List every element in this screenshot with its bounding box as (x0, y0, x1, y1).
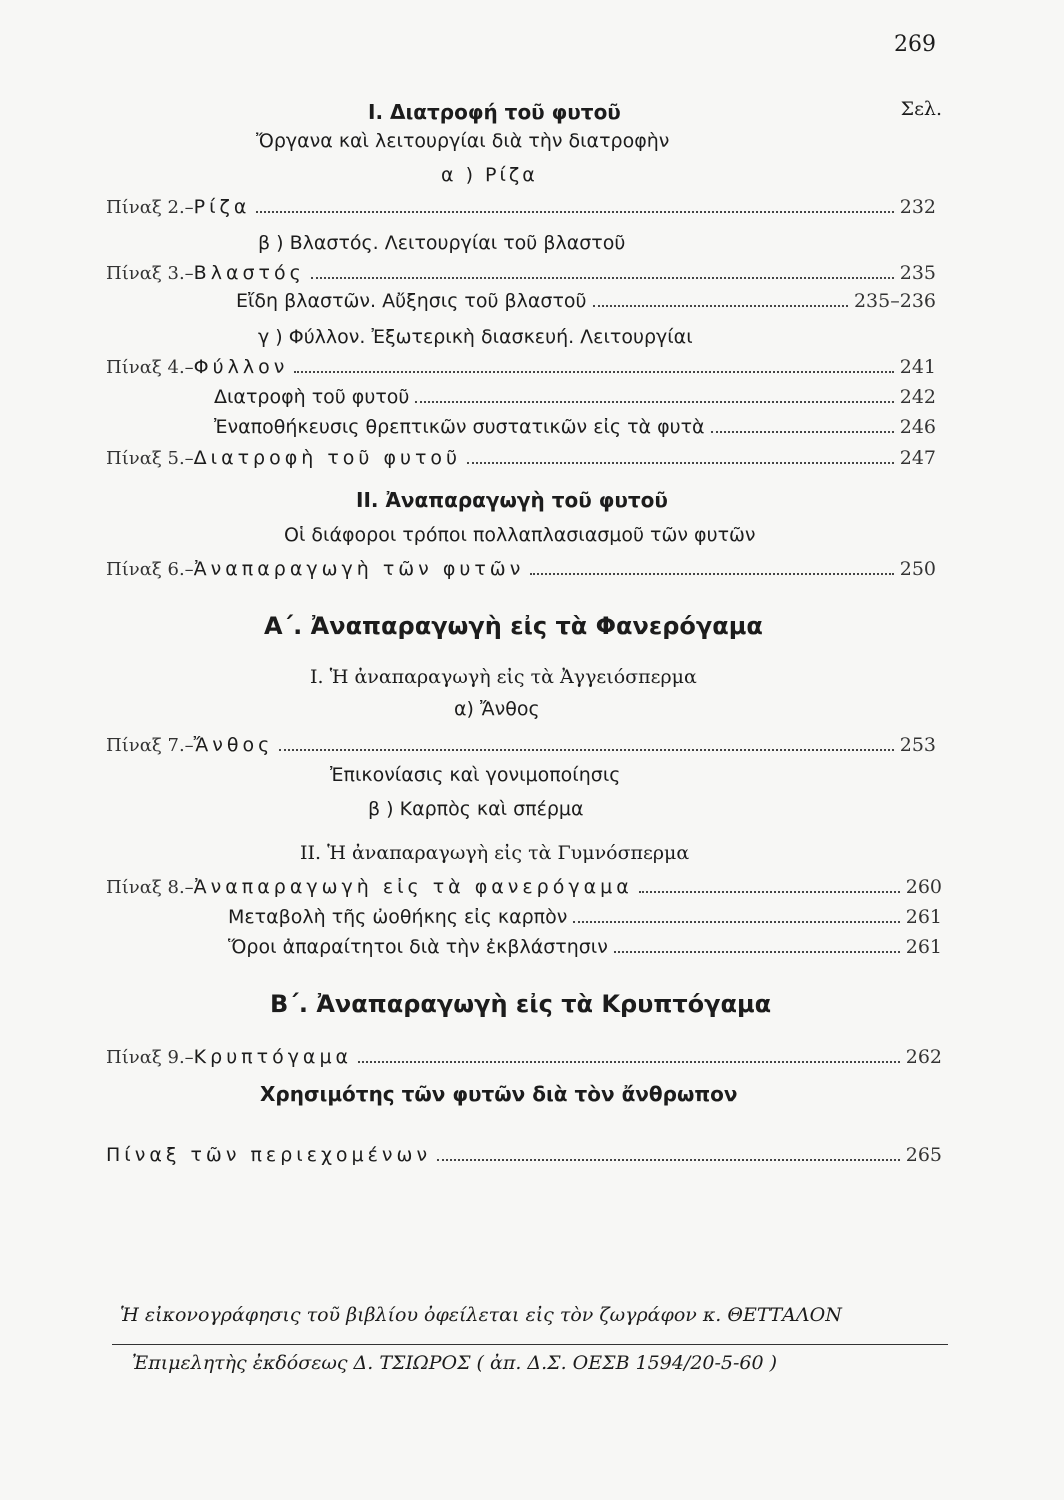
leader-dots (593, 305, 848, 307)
leader-dots (294, 371, 893, 373)
leader-dots (573, 921, 899, 923)
table-name: Ρίζα (193, 196, 251, 218)
editor-credit: Ἐπιμελητὴς ἐκδόσεως Δ. ΤΣΙΩΡΟΣ ( ἀπ. Δ.Σ. ΟΕΣΒ 1594/20-5-60 ) (132, 1352, 778, 1374)
section-2-title: ΙΙ. Ἀναπαραγωγὴ τοῦ φυτοῦ (356, 488, 668, 512)
toc-entry-table-6 (106, 558, 936, 580)
page-ref: 242 (899, 386, 936, 408)
footer-rule (112, 1344, 948, 1345)
toc-entry-storage (214, 416, 936, 438)
page-ref: 241 (899, 356, 936, 378)
toc-entry-ovary-change (228, 906, 942, 928)
page-ref: 265 (905, 1144, 942, 1166)
section-1-intro: Ὄργανα καὶ λειτουργίαι διὰ τὴν διατροφὴν (256, 130, 670, 152)
leader-dots (437, 1159, 900, 1161)
table-prefix: Πίναξ 2.– (106, 197, 194, 218)
leader-dots (256, 211, 893, 213)
toc-entry-table-5 (106, 447, 936, 469)
page-ref: 253 (899, 734, 936, 756)
section-2-intro: Οἱ διάφοροι τρόποι πολλαπλασιασμοῦ τῶν φυτῶν (284, 524, 756, 546)
page-ref: 262 (905, 1046, 942, 1068)
table-prefix: Πίναξ 4.– (106, 357, 194, 378)
table-name: Διατροφὴ τοῦ φυτοῦ (193, 447, 462, 469)
entry-label: Μεταβολὴ τῆς ὠοθήκης εἰς καρπὸν (228, 906, 568, 928)
section-1-title: Ι. Διατροφή τοῦ φυτοῦ (368, 100, 621, 124)
part-a-title: Α΄. Ἀναπαραγωγὴ εἰς τὰ Φανερόγαμα (264, 612, 763, 640)
page-ref: 250 (899, 558, 936, 580)
entry-label: Πίναξ τῶν περιεχομένων (106, 1144, 432, 1166)
table-prefix: Πίναξ 8.– (106, 877, 194, 898)
page-ref: 246 (899, 416, 936, 438)
leader-dots (358, 1061, 900, 1063)
toc-entry-table-4 (106, 356, 936, 378)
toc-entry-table-7 (106, 734, 936, 756)
table-name: Ἄνθος (193, 734, 274, 756)
subsection-flower: α) Ἄνθος (454, 698, 540, 720)
page-ref: 235–236 (853, 290, 936, 312)
subsection-fruit: β ) Καρπὸς καὶ σπέρμα (368, 798, 584, 820)
table-prefix: Πίναξ 5.– (106, 448, 194, 469)
table-name: Ἀναπαραγωγὴ τῶν φυτῶν (193, 558, 525, 580)
table-name: Φύλλον (193, 356, 289, 378)
toc-entry-contents (106, 1144, 942, 1166)
subsection-stem: β ) Βλαστός. Λειτουργίαι τοῦ βλαστοῦ (258, 232, 626, 254)
page-ref: 232 (899, 196, 936, 218)
leader-dots (711, 431, 894, 433)
subsection-leaf: γ ) Φύλλον. Ἐξωτερικὴ διασκευή. Λειτουργίαι (258, 326, 693, 348)
part-b-title: Β΄. Ἀναπαραγωγὴ εἰς τὰ Κρυπτόγαμα (270, 990, 772, 1018)
table-prefix: Πίναξ 6.– (106, 559, 194, 580)
leader-dots (530, 573, 893, 575)
page-ref: 247 (899, 447, 936, 469)
leader-dots (279, 749, 893, 751)
entry-label: Ὅροι ἀπαραίτητοι διὰ τὴν ἐκβλάστησιν (228, 936, 608, 958)
page-number: 269 (894, 32, 936, 57)
table-name: Ἀναπαραγωγὴ εἰς τὰ φανερόγαμα (193, 876, 633, 898)
toc-entry-table-9 (106, 1046, 942, 1068)
subsection-root: α ) Ρίζα (441, 164, 538, 186)
table-prefix: Πίναξ 9.– (106, 1047, 194, 1068)
pollination-heading: Ἐπικονίασις καὶ γονιμοποίησις (330, 764, 621, 786)
page-ref: 260 (905, 876, 942, 898)
leader-dots (415, 401, 893, 403)
usefulness-heading: Χρησιμότης τῶν φυτῶν διὰ τὸν ἄνθρωπον (260, 1082, 738, 1106)
illustration-credit: Ἡ εἰκονογράφησις τοῦ βιβλίου ὀφείλεται εἰς τὸν ζωγράφον κ. ΘΕΤΤΑΛΟΝ (120, 1304, 842, 1326)
leader-dots (639, 891, 900, 893)
part-a-sub-2: ΙΙ. Ἡ ἀναπαραγωγὴ εἰς τὰ Γυμνόσπερμα (300, 842, 690, 864)
table-name: Βλαστός (193, 262, 305, 284)
table-prefix: Πίναξ 3.– (106, 263, 194, 284)
page-ref: 261 (905, 936, 942, 958)
toc-entry-nutrition (214, 386, 936, 408)
entry-label: Διατροφὴ τοῦ φυτοῦ (214, 386, 410, 408)
leader-dots (614, 951, 900, 953)
leader-dots (467, 462, 894, 464)
table-name: Κρυπτόγαμα (193, 1046, 353, 1068)
toc-entry-shoot-types (236, 290, 936, 312)
entry-label: Ἐναποθήκευσις θρεπτικῶν συστατικῶν εἰς τὰ φυτὰ (214, 416, 705, 438)
leader-dots (311, 277, 894, 279)
page-column-label: Σελ. (900, 98, 942, 120)
page-ref: 261 (905, 906, 942, 928)
toc-entry-table-2 (106, 196, 936, 218)
part-a-sub-1: Ι. Ἡ ἀναπαραγωγὴ εἰς τὰ Ἀγγειόσπερμα (310, 666, 697, 688)
table-prefix: Πίναξ 7.– (106, 735, 194, 756)
entry-label: Εἴδη βλαστῶν. Αὔξησις τοῦ βλαστοῦ (236, 290, 587, 312)
page-ref: 235 (899, 262, 936, 284)
toc-entry-germination (228, 936, 942, 958)
toc-entry-table-8 (106, 876, 942, 898)
toc-entry-table-3 (106, 262, 936, 284)
